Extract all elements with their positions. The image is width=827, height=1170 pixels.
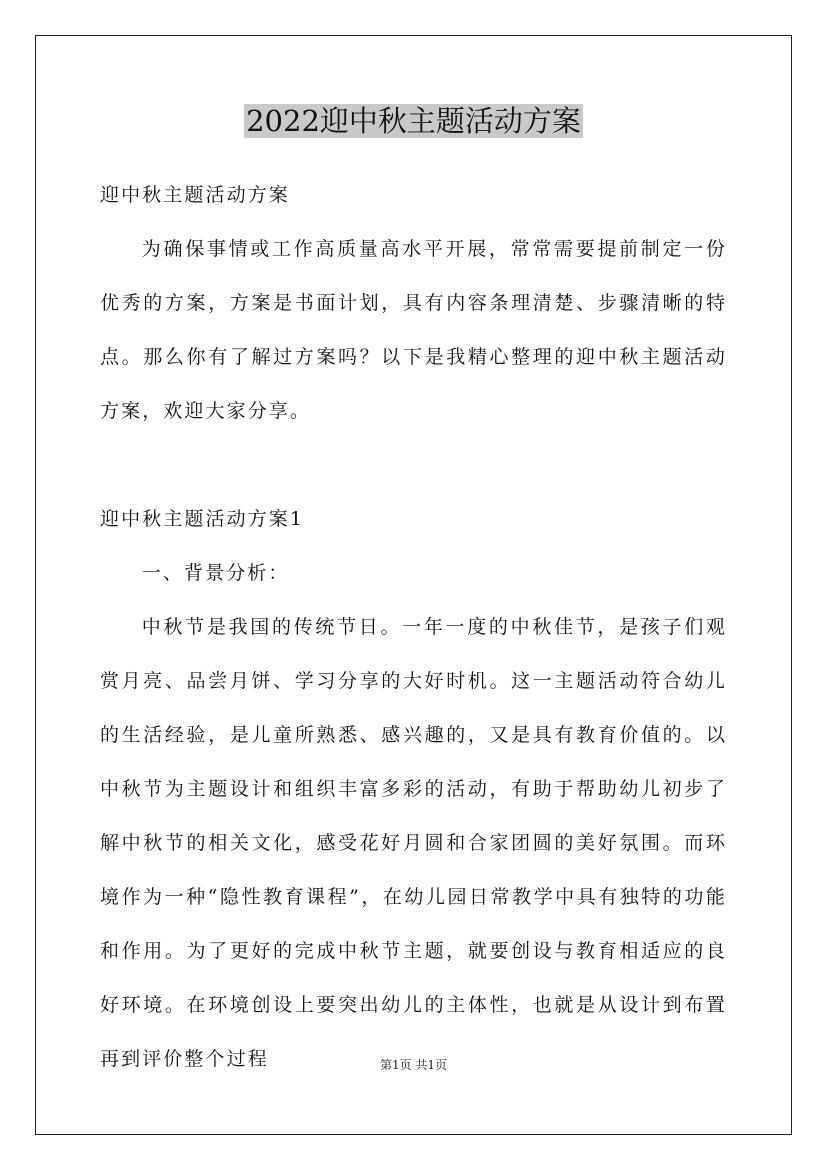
document-title-text: 2022迎中秋主题活动方案	[246, 104, 581, 138]
body-paragraph: 中秋节是我国的传统节日。一年一度的中秋佳节，是孩子们观赏月亮、品尝月饼、学习分享的大好时机。这一主题活动符合幼儿的生活经验，是儿童所熟悉、感兴趣的，又是具有教育价值的。以中秋节为主题设计和组织丰富多彩的活动，有助于帮助幼儿初步了解中秋节的相关文化，感受花好月圆和合家团圆的美好氛围。而环境作为一种“隐性教育课程”，在幼儿园日常教学中具有独特的功能和作用。为了更好的完成中秋节主题，就要创设与教育相适应的良好环境。在环境创设上要突出幼儿的主体性，也就是从设计到布置再到评价整个过程	[100, 616, 727, 1070]
document-subtitle: 迎中秋主题活动方案	[100, 184, 290, 206]
document-body	[100, 168, 727, 1086]
document-title	[0, 100, 827, 142]
intro-paragraph: 为确保事情或工作高质量高水平开展，常常需要提前制定一份优秀的方案，方案是书面计划，具有内容条理清楚、步骤清晰的特点。那么你有了解过方案吗？以下是我精心整理的迎中秋主题活动方案，欢迎大家分享。	[100, 238, 727, 422]
page-footer: 第1页 共1页	[379, 1058, 448, 1072]
section-subheading: 一、背景分析：	[141, 562, 290, 584]
section-heading: 迎中秋主题活动方案1	[100, 508, 305, 530]
paragraph-spacer	[100, 438, 727, 492]
